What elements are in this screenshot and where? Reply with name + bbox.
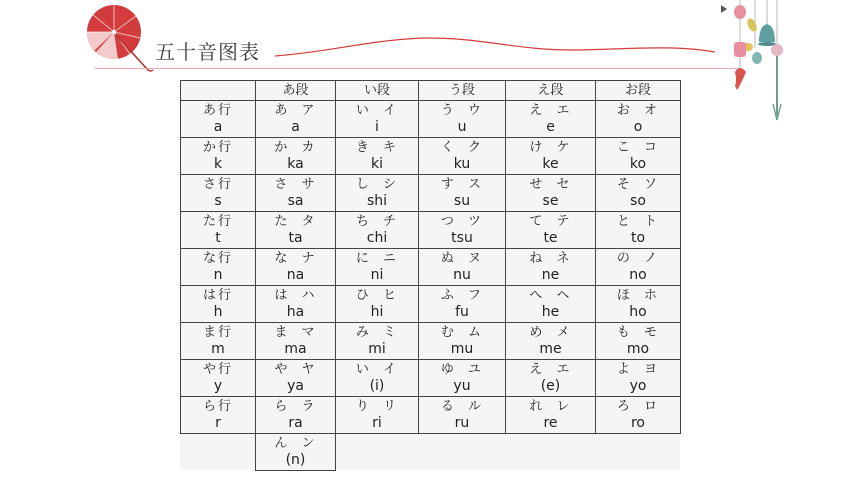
row-label: ま行	[202, 325, 233, 340]
kana-cell	[256, 323, 336, 360]
kana-cell	[256, 286, 336, 323]
wind-chime-icon	[715, 0, 805, 125]
row-label-cell	[181, 175, 256, 212]
romaji: fu	[455, 304, 469, 320]
kana-cell	[336, 249, 419, 286]
kana-cell	[419, 360, 506, 397]
kana-pair: あ ア	[274, 103, 317, 118]
kana-pair: む ム	[440, 325, 484, 340]
romaji: mo	[626, 341, 650, 357]
romaji: ne	[541, 267, 560, 283]
romaji: ka	[287, 156, 304, 172]
kana-pair: ふ フ	[440, 288, 484, 303]
kana-pair: る ル	[440, 399, 484, 414]
kana-cell	[256, 175, 336, 212]
paper-umbrella-icon	[78, 2, 162, 74]
romaji: (n)	[285, 452, 306, 468]
kana-pair: ひ ヒ	[355, 288, 399, 303]
kana-table	[180, 80, 681, 471]
row-label-cell	[181, 360, 256, 397]
row-romaji: m	[211, 341, 225, 357]
kana-pair: き キ	[355, 140, 399, 155]
kana-pair: う ウ	[440, 103, 484, 118]
romaji: mu	[450, 341, 474, 357]
kana-pair: よ ヨ	[616, 362, 660, 377]
row-label: か行	[202, 140, 233, 155]
kana-table-body	[181, 101, 681, 434]
romaji: chi	[366, 230, 388, 246]
romaji: (e)	[540, 378, 561, 394]
kana-cell	[596, 397, 681, 434]
kana-pair: な ナ	[274, 251, 317, 266]
kana-pair: し シ	[355, 177, 399, 192]
romaji: to	[630, 230, 646, 246]
kana-pair: も モ	[616, 325, 660, 340]
romaji: ha	[286, 304, 305, 320]
romaji: ru	[454, 415, 470, 431]
kana-pair: て テ	[529, 214, 572, 229]
table-row	[181, 286, 681, 323]
romaji: se	[542, 193, 559, 209]
romaji: ta	[288, 230, 303, 246]
row-label: な行	[202, 251, 233, 266]
kana-pair: の ノ	[616, 251, 660, 266]
kana-pair: れ レ	[529, 399, 572, 414]
kana-pair: い イ	[355, 103, 399, 118]
row-romaji: k	[213, 156, 223, 172]
kana-cell	[419, 138, 506, 175]
kana-cell	[596, 212, 681, 249]
kana-cell	[506, 101, 596, 138]
romaji: no	[629, 267, 647, 283]
kana-pair: と ト	[616, 214, 660, 229]
kana-cell	[596, 138, 681, 175]
kana-cell	[506, 360, 596, 397]
kana-table-panel	[180, 80, 680, 470]
romaji: (i)	[369, 378, 385, 394]
romaji: yu	[453, 378, 471, 394]
romaji: o	[633, 119, 643, 135]
row-label-cell	[181, 138, 256, 175]
kana-pair: お オ	[616, 103, 660, 118]
column-header-i: い段	[336, 81, 419, 101]
kana-pair: ゆ ユ	[440, 362, 484, 377]
kana-pair: り リ	[355, 399, 399, 414]
romaji: hi	[370, 304, 384, 320]
kana-pair: い イ	[355, 362, 399, 377]
romaji: re	[543, 415, 558, 431]
kana-pair: く ク	[440, 140, 484, 155]
kana-pair: え エ	[529, 103, 572, 118]
kana-cell	[256, 397, 336, 434]
slide-title: 五十音图表	[155, 40, 260, 64]
romaji: ku	[453, 156, 471, 172]
table-row	[181, 397, 681, 434]
kana-pair: か カ	[274, 140, 317, 155]
kana-pair: め メ	[529, 325, 572, 340]
romaji: ra	[288, 415, 303, 431]
table-row	[181, 249, 681, 286]
kana-cell	[596, 286, 681, 323]
kana-cell	[596, 249, 681, 286]
kana-pair: け ケ	[529, 140, 572, 155]
kana-cell	[506, 323, 596, 360]
kana-cell	[336, 138, 419, 175]
kana-cell	[596, 360, 681, 397]
kana-pair: ち チ	[355, 214, 399, 229]
kana-pair: み ミ	[355, 325, 399, 340]
kana-cell	[336, 175, 419, 212]
kana-cell	[596, 175, 681, 212]
romaji: ma	[284, 341, 307, 357]
romaji: ro	[630, 415, 645, 431]
kana-pair: に ニ	[355, 251, 399, 266]
kana-cell	[336, 212, 419, 249]
row-label-cell	[181, 101, 256, 138]
table-row	[181, 138, 681, 175]
romaji: shi	[366, 193, 388, 209]
kana-pair: ん ン	[274, 436, 317, 451]
romaji: ho	[629, 304, 647, 320]
romaji: ri	[372, 415, 382, 431]
row-romaji: t	[215, 230, 221, 246]
romaji: ke	[542, 156, 559, 172]
kana-pair: え エ	[529, 362, 572, 377]
kana-cell	[506, 175, 596, 212]
table-row	[181, 175, 681, 212]
table-row	[181, 360, 681, 397]
kana-cell	[419, 323, 506, 360]
kana-cell	[336, 397, 419, 434]
row-label-cell	[181, 323, 256, 360]
kana-pair: ま マ	[274, 325, 317, 340]
kana-pair: ね ネ	[529, 251, 572, 266]
kana-cell	[596, 101, 681, 138]
romaji: mi	[368, 341, 386, 357]
romaji: a	[291, 119, 300, 135]
kana-cell	[256, 138, 336, 175]
table-row	[181, 323, 681, 360]
kana-cell	[419, 101, 506, 138]
row-label-cell	[181, 286, 256, 323]
kana-pair: さ サ	[274, 177, 317, 192]
column-header-u: う段	[419, 81, 506, 101]
table-row	[181, 101, 681, 138]
romaji: yo	[629, 378, 647, 394]
table-corner-cell	[181, 81, 256, 101]
row-label: や行	[202, 362, 233, 377]
row-romaji: a	[213, 119, 223, 135]
kana-pair: や ヤ	[274, 362, 317, 377]
kana-pair: ろ ロ	[616, 399, 660, 414]
romaji: i	[375, 119, 379, 135]
row-romaji: r	[215, 415, 221, 431]
kana-pair: そ ソ	[616, 177, 660, 192]
romaji: he	[541, 304, 560, 320]
wavy-line-decoration	[270, 30, 720, 62]
row-label-cell	[181, 249, 256, 286]
kana-cell-n	[256, 434, 336, 471]
row-romaji: y	[213, 378, 223, 394]
empty-cell	[336, 434, 681, 471]
kana-cell	[336, 286, 419, 323]
table-header-row	[181, 81, 681, 101]
column-header-o: お段	[596, 81, 681, 101]
kana-cell	[506, 212, 596, 249]
romaji: u	[457, 119, 467, 135]
kana-cell	[506, 397, 596, 434]
kana-pair: ほ ホ	[616, 288, 660, 303]
romaji: me	[539, 341, 562, 357]
row-label: さ行	[202, 177, 233, 192]
kana-pair: こ コ	[616, 140, 660, 155]
row-label: あ行	[202, 103, 233, 118]
romaji: so	[630, 193, 646, 209]
kana-cell	[336, 101, 419, 138]
row-romaji: s	[214, 193, 222, 209]
kana-pair: ぬ ヌ	[440, 251, 484, 266]
row-label-cell	[181, 397, 256, 434]
romaji: ko	[629, 156, 647, 172]
romaji: na	[286, 267, 305, 283]
title-underline	[95, 68, 740, 69]
row-romaji: h	[213, 304, 223, 320]
row-label-cell	[181, 212, 256, 249]
kana-cell	[419, 175, 506, 212]
romaji: ni	[370, 267, 384, 283]
romaji: sa	[287, 193, 304, 209]
row-label: は行	[202, 288, 233, 303]
kana-cell	[419, 249, 506, 286]
romaji: te	[543, 230, 558, 246]
romaji: ya	[287, 378, 304, 394]
column-header-e: え段	[506, 81, 596, 101]
table-row	[181, 212, 681, 249]
kana-pair: す ス	[440, 177, 484, 192]
kana-cell	[419, 397, 506, 434]
kana-pair: せ セ	[529, 177, 572, 192]
romaji: su	[453, 193, 471, 209]
kana-cell	[336, 323, 419, 360]
kana-cell	[596, 323, 681, 360]
kana-pair: へ ヘ	[529, 288, 572, 303]
kana-cell	[506, 286, 596, 323]
romaji: nu	[453, 267, 471, 283]
kana-pair: は ハ	[274, 288, 317, 303]
romaji: ki	[371, 156, 383, 172]
kana-pair: ら ラ	[274, 399, 317, 414]
kana-cell	[256, 249, 336, 286]
kana-cell	[506, 249, 596, 286]
romaji: tsu	[451, 230, 473, 246]
kana-cell	[256, 212, 336, 249]
kana-cell	[419, 286, 506, 323]
kana-cell	[256, 360, 336, 397]
kana-pair: た タ	[274, 214, 317, 229]
row-romaji: n	[213, 267, 223, 283]
kana-cell	[256, 101, 336, 138]
empty-cell	[181, 434, 256, 471]
row-label: た行	[202, 214, 233, 229]
kana-cell	[336, 360, 419, 397]
romaji: e	[546, 119, 555, 135]
row-label: ら行	[202, 399, 233, 414]
kana-pair: つ ツ	[440, 214, 484, 229]
table-row-n	[181, 434, 681, 471]
column-header-a: あ段	[256, 81, 336, 101]
triangle-marker-icon	[721, 5, 727, 13]
kana-cell	[419, 212, 506, 249]
kana-cell	[506, 138, 596, 175]
final-row-group	[181, 434, 681, 471]
